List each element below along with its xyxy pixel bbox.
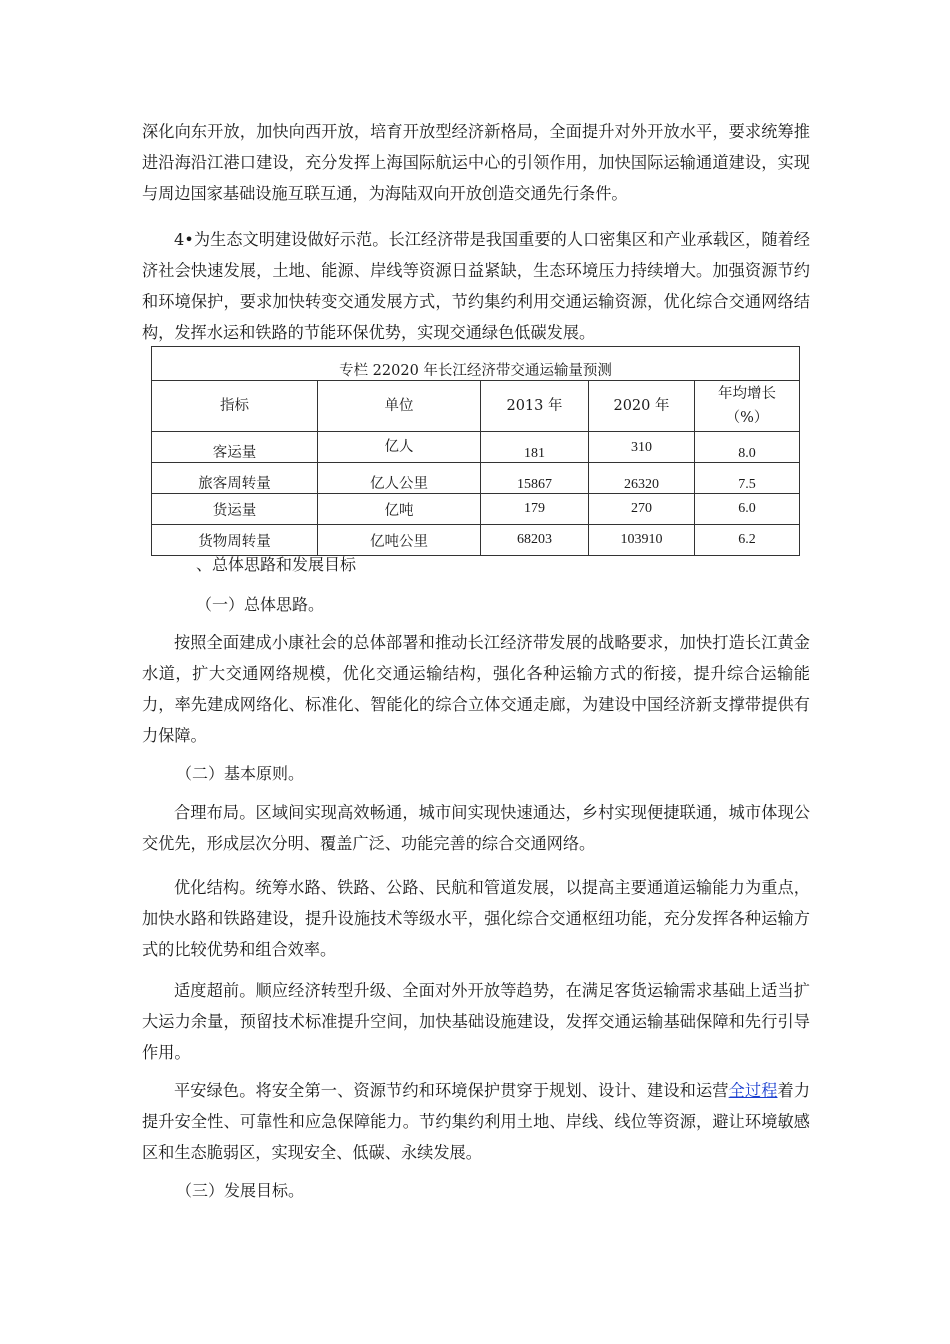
cell-2013: 179 (481, 494, 589, 525)
header-2020: 2020 年 (589, 381, 695, 432)
paragraph-structure: 优化结构。统筹水路、铁路、公路、民航和管道发展，以提高主要通道运输能力为重点，加快水路和铁路建设，提升设施技术等级水平，强化综合交通枢纽功能，充分发挥各种运输方式的比较优势和组合效率。 (142, 878, 810, 959)
whole-process-link[interactable]: 全过程 (728, 1081, 778, 1100)
paragraph-ecology: 4•为生态文明建设做好示范。长江经济带是我国重要的人口密集区和产业承载区，随着经济社会快速发展，土地、能源、岸线等资源日益紧缺，生态环境压力持续增大。加强资源节约和环境保护，要求加快转变交通发展方式，节约集约利用交通运输资源，优化综合交通网络结构，发挥水运和铁路的节能环保优势，实现交通绿色低碳发展。 (142, 230, 810, 342)
cell-indicator: 客运量 (152, 432, 318, 463)
cell-unit: 亿吨 (318, 494, 481, 525)
cell-unit (318, 432, 481, 463)
table-row (152, 463, 800, 494)
cell-2013: 68203 (481, 525, 589, 556)
paragraph-safety (142, 1075, 810, 1168)
header-growth (695, 381, 800, 432)
table-caption-row (152, 347, 800, 381)
table-row (152, 432, 800, 463)
header-indicator: 指标 (152, 381, 318, 432)
header-growth-unit: （%） (725, 410, 769, 426)
cell-indicator: 货运量 (152, 494, 318, 525)
cell-growth: 6.0 (695, 494, 800, 525)
cell-2020: 270 (589, 494, 695, 525)
table-caption: 专栏 22020 年长江经济带交通运输量预测 (152, 347, 800, 381)
cell-indicator: 货物周转量 (152, 525, 318, 556)
paragraph-advance: 适度超前。顺应经济转型升级、全面对外开放等趋势，在满足客货运输需求基础上适当扩大运力余量，预留技术标准提升空间，加快基础设施建设，发挥交通运输基础保障和先行引导作用。 (142, 981, 810, 1062)
cell-2013: 15867 (481, 463, 589, 494)
forecast-table (151, 346, 800, 556)
cell-2020-text: 310 (631, 440, 652, 455)
table-row (152, 494, 800, 525)
cell-2013: 181 (481, 432, 589, 463)
cell-2020 (589, 432, 695, 463)
paragraph-open-policy: 深化向东开放，加快向西开放，培育开放型经济新格局，全面提升对外开放水平，要求统筹推进沿海沿江港口建设，充分发挥上海国际航运中心的引领作用，加快国际运输通道建设，实现与周边国家基础设施互联互通，为海陆双向开放创造交通先行条件。 (142, 122, 810, 203)
cell-2020: 103910 (589, 525, 695, 556)
section-heading: 、总体思路和发展目标 (196, 555, 357, 574)
heading-development-goals: （三）发展目标。 (176, 1181, 305, 1200)
header-2013: 2013 年 (481, 381, 589, 432)
heading-basic-principles: （二）基本原则。 (176, 764, 305, 783)
table-header-row (152, 381, 800, 432)
paragraph-safety-text-b: 着力提升安全性、可靠性和应急保障能力。节约集约利用土地、岸线、线位等资源，避让环境敏感区和生态脆弱区，实现安全、低碳、永续发展。 (142, 1081, 811, 1162)
paragraph-layout: 合理布局。区域间实现高效畅通，城市间实现快速通达，乡村实现便捷联通，城市体现公交优先，形成层次分明、覆盖广泛、功能完善的综合交通网络。 (142, 803, 810, 853)
cell-growth: 8.0 (695, 432, 800, 463)
cell-unit-text: 亿人 (384, 439, 414, 455)
cell-unit: 亿人公里 (318, 463, 481, 494)
cell-2020: 26320 (589, 463, 695, 494)
heading-overall-approach: （一）总体思路。 (196, 595, 325, 614)
paragraph-safety-text-a: 平安绿色。将安全第一、资源节约和环境保护贯穿于规划、设计、建设和运营 (174, 1081, 729, 1100)
paragraph-approach: 按照全面建成小康社会的总体部署和推动长江经济带发展的战略要求，加快打造长江黄金水道，扩大交通网络规模，优化交通运输结构，强化各种运输方式的衔接，提升综合运输能力，率先建成网络化、标准化、智能化的综合立体交通走廊，为建设中国经济新支撑带提供有力保障。 (142, 633, 810, 745)
cell-growth: 7.5 (695, 463, 800, 494)
cell-indicator: 旅客周转量 (152, 463, 318, 494)
header-growth-label: 年均增长 (718, 386, 776, 402)
header-unit: 单位 (318, 381, 481, 432)
table-row (152, 525, 800, 556)
cell-unit: 亿吨公里 (318, 525, 481, 556)
cell-growth: 6.2 (695, 525, 800, 556)
